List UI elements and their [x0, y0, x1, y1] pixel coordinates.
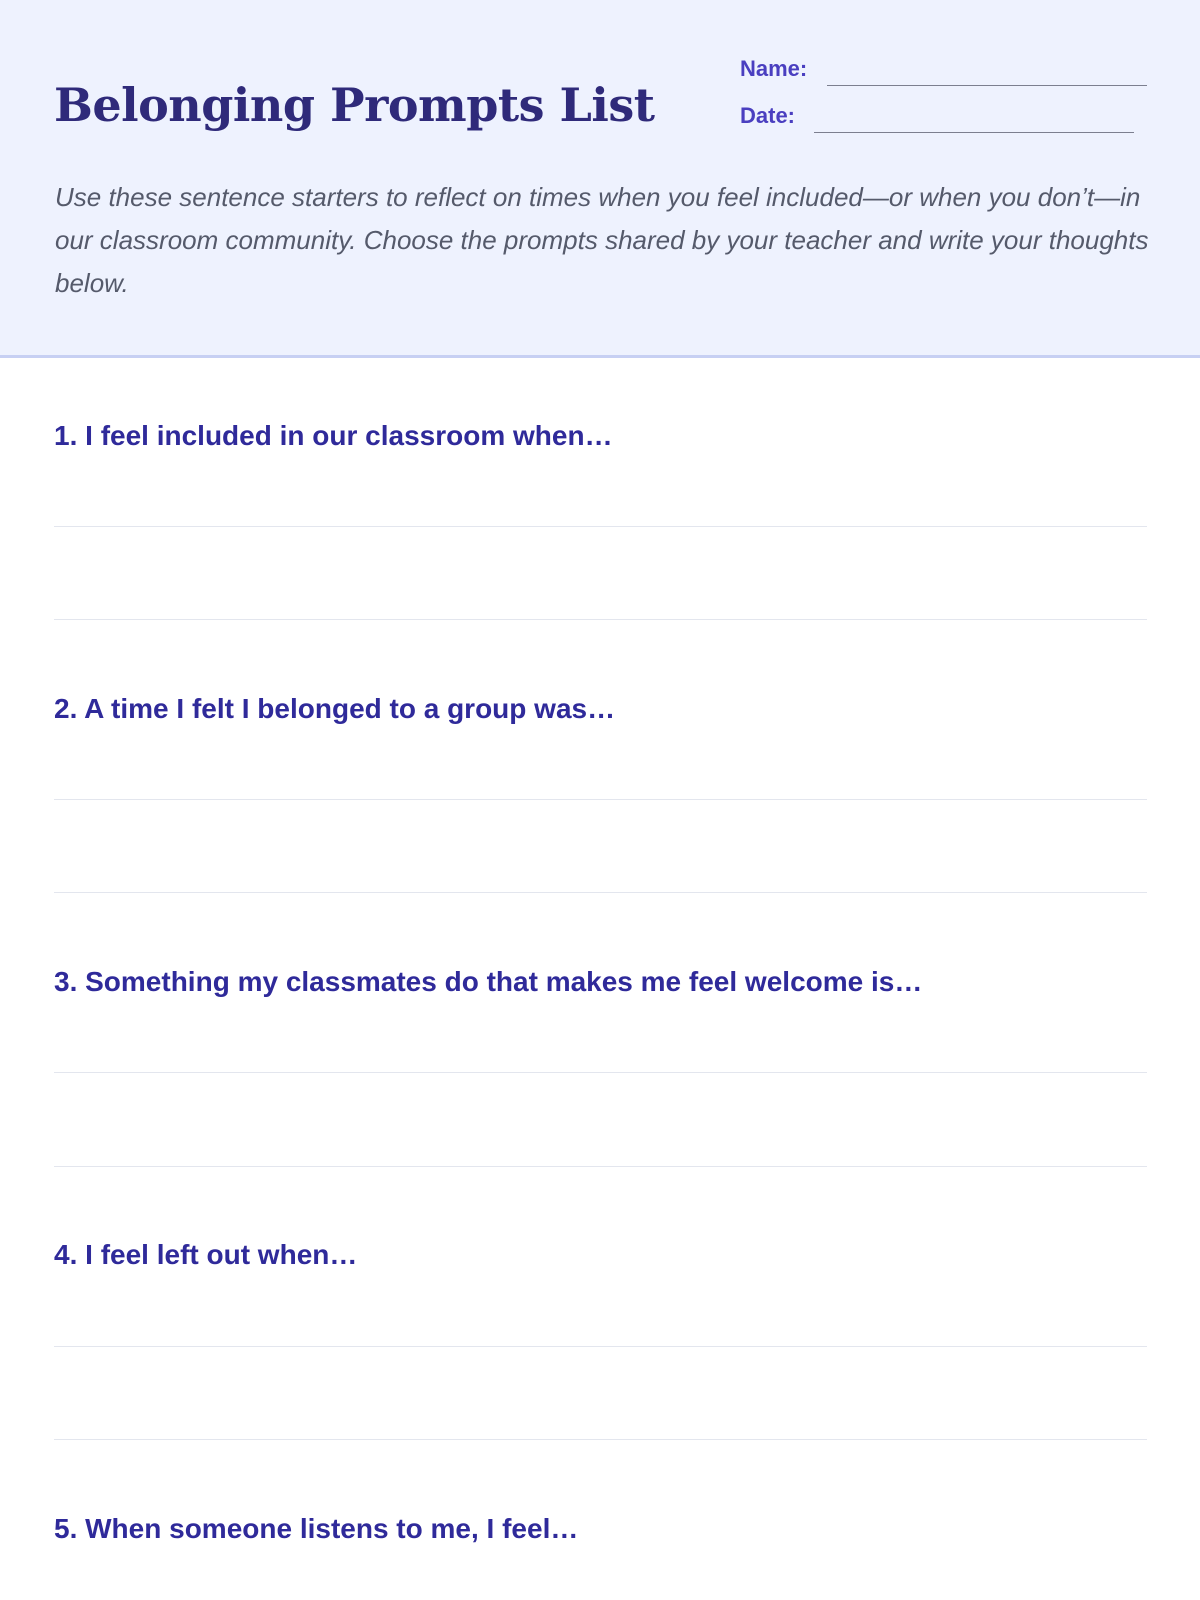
- prompt-4-writing-line-1[interactable]: [54, 1346, 1147, 1347]
- prompt-3-label: 3. Something my classmates do that makes me feel welcome is…: [54, 966, 923, 997]
- date-blank-line[interactable]: [814, 132, 1134, 133]
- page-title: Belonging Prompts List: [54, 78, 655, 132]
- prompt-1-writing-line-1[interactable]: [54, 526, 1147, 527]
- worksheet-header: [0, 0, 1200, 358]
- prompt-5-label: 5. When someone listens to me, I feel…: [54, 1513, 579, 1544]
- prompt-3-writing-line-1[interactable]: [54, 1072, 1147, 1073]
- date-label: Date:: [740, 103, 796, 128]
- name-field[interactable]: [740, 56, 1147, 86]
- prompt-1-writing-line-2[interactable]: [54, 619, 1147, 620]
- name-label: Name:: [740, 56, 808, 81]
- prompt-3-writing-line-2[interactable]: [54, 1166, 1147, 1167]
- name-blank-line[interactable]: [827, 85, 1147, 86]
- prompt-1-label: 1. I feel included in our classroom when…: [54, 420, 613, 451]
- prompt-4-writing-line-2[interactable]: [54, 1439, 1147, 1440]
- prompt-2-writing-line-2[interactable]: [54, 892, 1147, 893]
- prompt-2-label: 2. A time I felt I belonged to a group was…: [54, 693, 616, 724]
- date-field[interactable]: [740, 103, 1134, 133]
- instructions-text: Use these sentence starters to reflect on times when you feel included—or when you don’t—in our classroom community. Choose the prompts shared by your teacher and write your thoughts below.: [55, 182, 1149, 298]
- prompt-2-writing-line-1[interactable]: [54, 799, 1147, 800]
- prompt-4-label: 4. I feel left out when…: [54, 1239, 358, 1270]
